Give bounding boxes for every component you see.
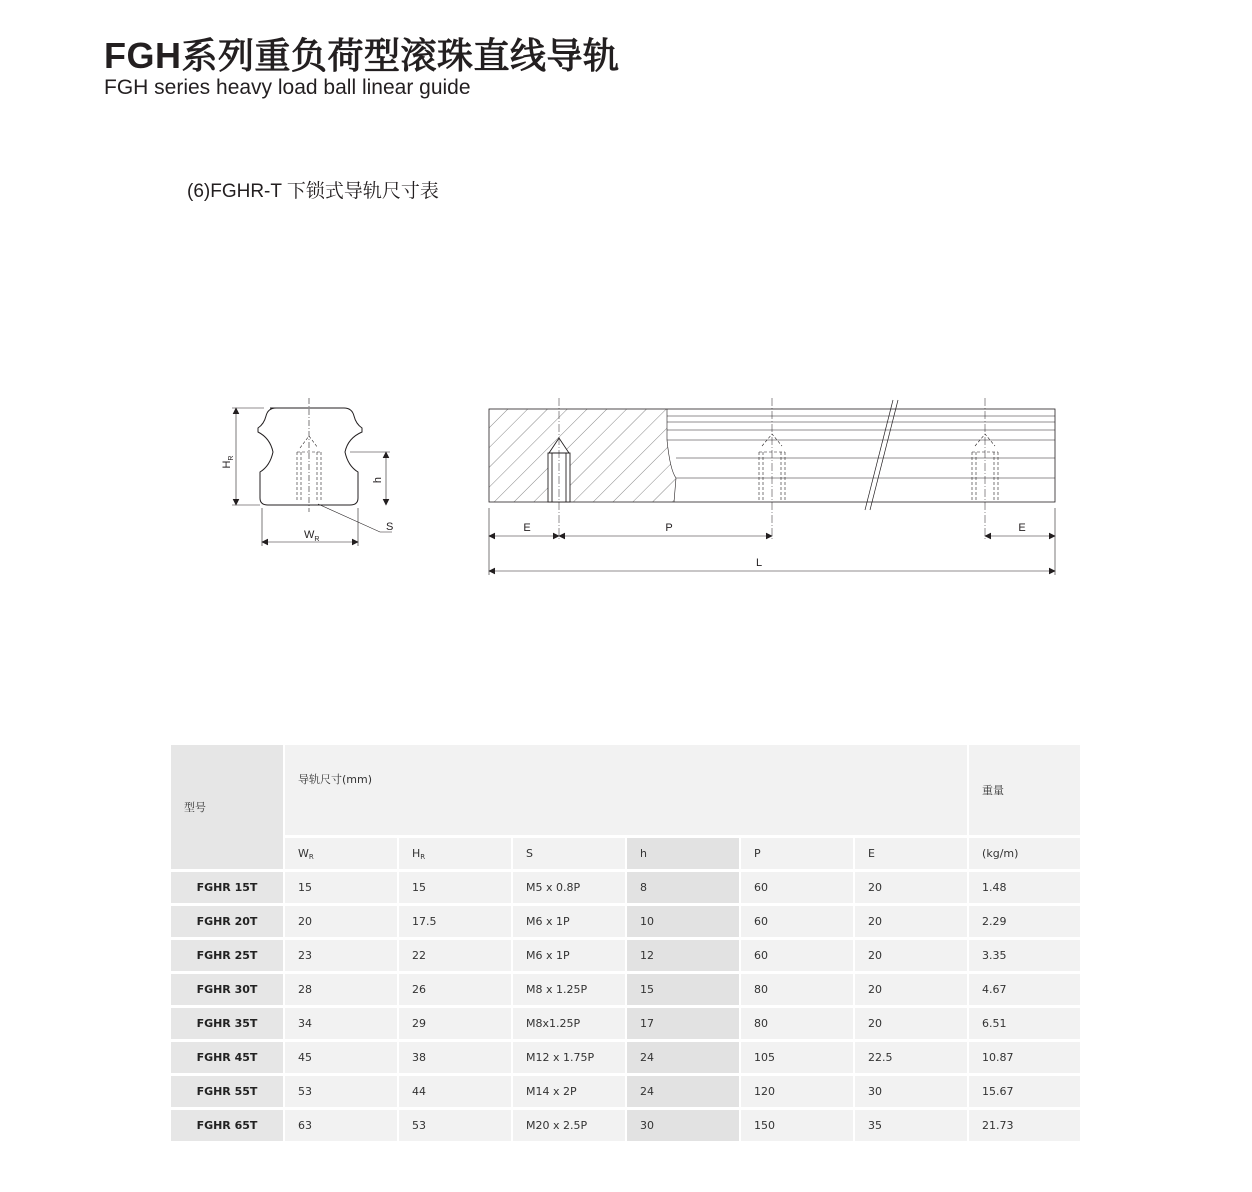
cell-weight: 21.73 <box>969 1110 1080 1144</box>
cell-model: FGHR 20T <box>171 906 285 940</box>
cell-p: 105 <box>741 1042 855 1076</box>
cell-e: 20 <box>855 974 969 1008</box>
subheader-weight-unit: (kg/m) <box>969 838 1080 872</box>
table-row <box>171 1110 1080 1144</box>
cell-p: 60 <box>741 906 855 940</box>
label-s: S <box>386 521 394 533</box>
page-title: FGH系列重负荷型滚珠直线导轨 <box>104 35 620 76</box>
subheader-h: h <box>627 838 741 872</box>
table-row <box>171 906 1080 940</box>
cell-weight: 4.67 <box>969 974 1080 1008</box>
cell-weight: 6.51 <box>969 1008 1080 1042</box>
table-row <box>171 1076 1080 1110</box>
rail-dimension-drawing <box>200 380 1070 580</box>
cell-h: 17 <box>627 1008 741 1042</box>
cell-w-r: 53 <box>285 1076 399 1110</box>
cell-s: M14 x 2P <box>513 1076 627 1110</box>
header-dimensions: 导轨尺寸(mm) <box>285 745 969 838</box>
table-row <box>171 940 1080 974</box>
cell-weight: 1.48 <box>969 872 1080 906</box>
cell-w-r: 15 <box>285 872 399 906</box>
cell-e: 22.5 <box>855 1042 969 1076</box>
table-row <box>171 872 1080 906</box>
cell-s: M6 x 1P <box>513 906 627 940</box>
cell-p: 120 <box>741 1076 855 1110</box>
cell-p: 60 <box>741 940 855 974</box>
cell-h: 30 <box>627 1110 741 1144</box>
cell-h-r: 15 <box>399 872 513 906</box>
rail-side-view <box>489 398 1055 575</box>
subheader-s: S <box>513 838 627 872</box>
cell-w-r: 34 <box>285 1008 399 1042</box>
section-title: (6)FGHR-T 下锁式导轨尺寸表 <box>187 181 439 202</box>
cell-weight: 3.35 <box>969 940 1080 974</box>
cell-w-r: 63 <box>285 1110 399 1144</box>
dimension-table <box>171 745 1080 1144</box>
rail-cross-section <box>232 398 392 546</box>
table-row <box>171 974 1080 1008</box>
cell-h-r: 26 <box>399 974 513 1008</box>
page-subtitle: FGH series heavy load ball linear guide <box>104 76 471 99</box>
label-e-left: E <box>523 522 531 534</box>
header-model: 型号 <box>171 745 285 872</box>
cell-e: 35 <box>855 1110 969 1144</box>
cell-s: M6 x 1P <box>513 940 627 974</box>
cell-h: 24 <box>627 1076 741 1110</box>
cell-s: M5 x 0.8P <box>513 872 627 906</box>
cell-h-r: 29 <box>399 1008 513 1042</box>
subheader-p: P <box>741 838 855 872</box>
cell-w-r: 28 <box>285 974 399 1008</box>
cell-h: 15 <box>627 974 741 1008</box>
cell-p: 80 <box>741 974 855 1008</box>
cell-weight: 10.87 <box>969 1042 1080 1076</box>
subheader-e: E <box>855 838 969 872</box>
cell-w-r: 45 <box>285 1042 399 1076</box>
cell-p: 60 <box>741 872 855 906</box>
label-h-r: $H_R$ <box>221 455 235 469</box>
cell-e: 30 <box>855 1076 969 1110</box>
header-weight: 重量 <box>969 745 1080 838</box>
cell-h: 8 <box>627 872 741 906</box>
subheader-h-r: $H_R$ <box>399 838 513 872</box>
cell-model: FGHR 55T <box>171 1076 285 1110</box>
cell-weight: 15.67 <box>969 1076 1080 1110</box>
label-h: h <box>372 476 384 484</box>
cell-h-r: 22 <box>399 940 513 974</box>
cell-model: FGHR 35T <box>171 1008 285 1042</box>
table-row <box>171 1008 1080 1042</box>
cell-h-r: 53 <box>399 1110 513 1144</box>
table-subheader-row <box>171 838 1080 872</box>
label-l: L <box>755 557 763 569</box>
cell-s: M8x1.25P <box>513 1008 627 1042</box>
cell-e: 20 <box>855 940 969 974</box>
cell-h: 12 <box>627 940 741 974</box>
cell-e: 20 <box>855 1008 969 1042</box>
cell-model: FGHR 15T <box>171 872 285 906</box>
subheader-w-r: $W_R$ <box>285 838 399 872</box>
label-w-r: $W_R$ <box>304 529 320 543</box>
cell-s: M20 x 2.5P <box>513 1110 627 1144</box>
cell-p: 150 <box>741 1110 855 1144</box>
cell-e: 20 <box>855 872 969 906</box>
cell-model: FGHR 45T <box>171 1042 285 1076</box>
label-p: P <box>665 522 673 534</box>
cell-model: FGHR 30T <box>171 974 285 1008</box>
cell-w-r: 23 <box>285 940 399 974</box>
cell-p: 80 <box>741 1008 855 1042</box>
cell-s: M12 x 1.75P <box>513 1042 627 1076</box>
cell-e: 20 <box>855 906 969 940</box>
cell-h-r: 17.5 <box>399 906 513 940</box>
cell-weight: 2.29 <box>969 906 1080 940</box>
label-e-right: E <box>1018 522 1026 534</box>
cell-h: 10 <box>627 906 741 940</box>
cell-s: M8 x 1.25P <box>513 974 627 1008</box>
cell-h-r: 44 <box>399 1076 513 1110</box>
cell-h-r: 38 <box>399 1042 513 1076</box>
cell-model: FGHR 65T <box>171 1110 285 1144</box>
table-header-row <box>171 745 1080 838</box>
cell-h: 24 <box>627 1042 741 1076</box>
cell-w-r: 20 <box>285 906 399 940</box>
cell-model: FGHR 25T <box>171 940 285 974</box>
table-row <box>171 1042 1080 1076</box>
